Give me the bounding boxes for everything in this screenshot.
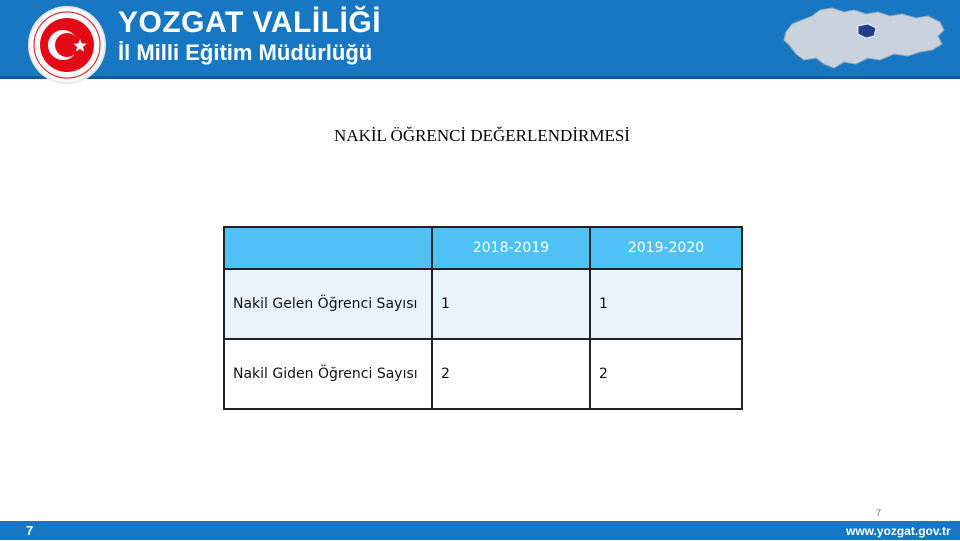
header-title: YOZGAT VALİLİĞİ (118, 6, 382, 39)
transfer-student-table (223, 226, 743, 410)
table-cell: 2 (432, 339, 590, 409)
slide-title: NAKİL ÖĞRENCİ DEĞERLENDİRMESİ (334, 126, 630, 145)
yozgat-valiligi-logo (28, 6, 106, 84)
table-row (224, 339, 742, 409)
row-label: Nakil Gelen Öğrenci Sayısı (224, 269, 432, 339)
table-row (224, 269, 742, 339)
table-cell: 1 (590, 269, 742, 339)
page-number-right: 7 (876, 508, 882, 518)
row-label: Nakil Giden Öğrenci Sayısı (224, 339, 432, 409)
header-subtitle: İl Milli Eğitim Müdürlüğü (118, 40, 373, 65)
header-bar (0, 0, 960, 79)
website-url: www.yozgat.gov.tr (846, 524, 951, 538)
table-header-cell: 2019-2020 (590, 227, 742, 269)
table-header-row (224, 227, 742, 269)
crescent-star-icon (30, 8, 104, 82)
table-cell: 1 (432, 269, 590, 339)
page-number-left: 7 (26, 523, 34, 538)
table-cell: 2 (590, 339, 742, 409)
turkey-map-icon (782, 2, 947, 72)
footer-bar (0, 521, 960, 540)
table-header-cell: 2018-2019 (432, 227, 590, 269)
table-header-cell (224, 227, 432, 269)
